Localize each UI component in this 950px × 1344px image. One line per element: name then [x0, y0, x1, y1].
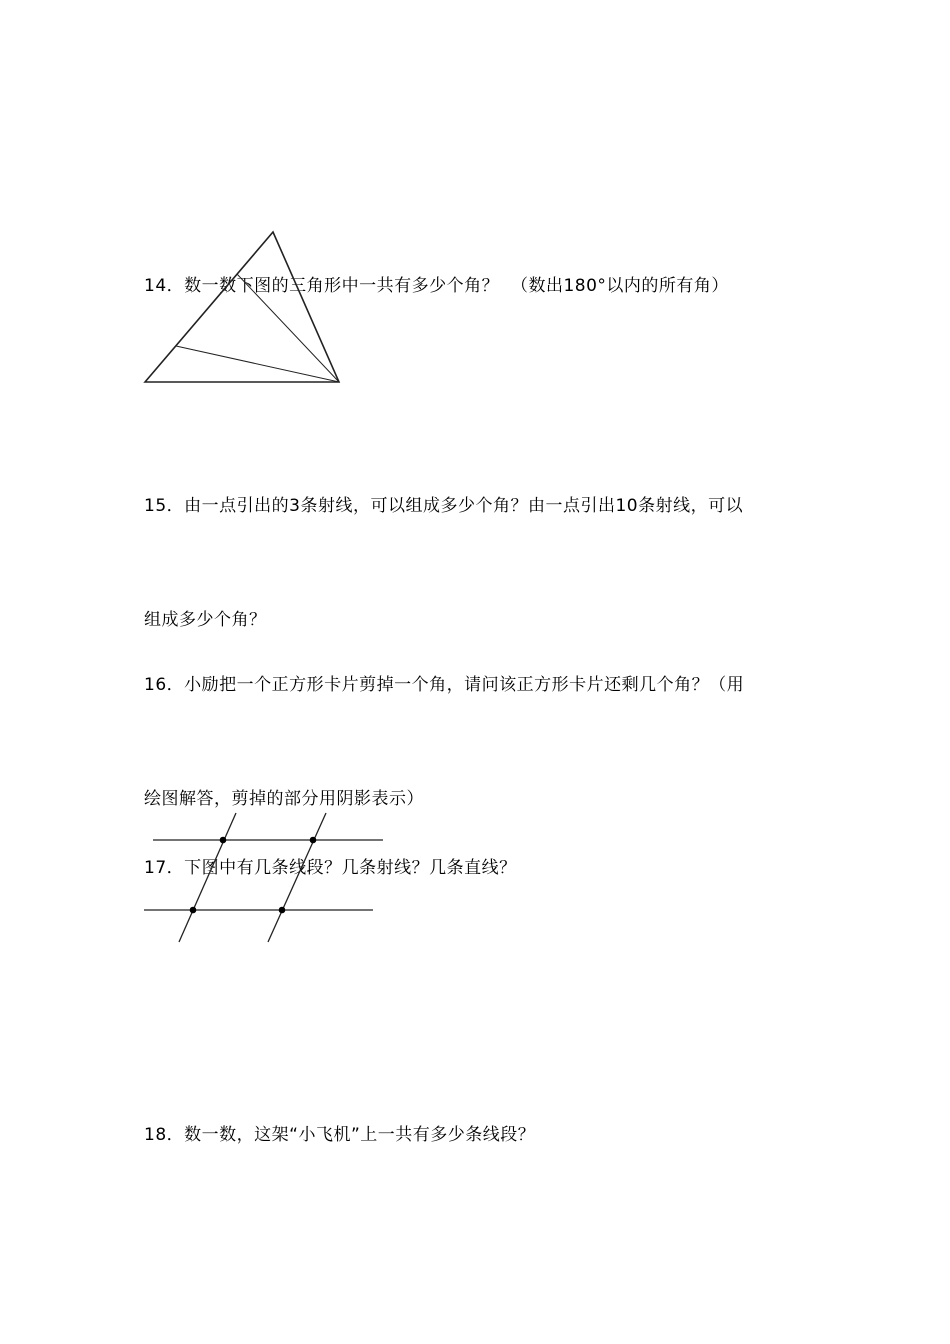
triangle-figure: [140, 228, 350, 388]
triangle-outline: [145, 232, 339, 382]
lines-figure: [140, 810, 390, 950]
question-15-line-2: 组成多少个角？: [144, 610, 267, 630]
triangle-inner-line-lower: [176, 346, 339, 382]
point-bottom-right: [279, 907, 286, 914]
slanted-line-right: [268, 813, 326, 942]
question-14-line-1: 14．数一数下图的三角形中一共有多少个角？ （数出180°以内的所有角）: [144, 276, 729, 296]
point-top-left: [220, 837, 227, 844]
slanted-line-left: [179, 813, 236, 942]
question-15-line-1: 15．由一点引出的3条射线，可以组成多少个角？由一点引出10条射线，可以: [144, 496, 744, 516]
question-18: [144, 1040, 814, 1230]
point-bottom-left: [190, 907, 197, 914]
question-17-line-1: 17．下图中有几条线段？几条射线？几条直线？: [144, 858, 517, 878]
question-18-line-1: 18．数一数，这架“小飞机”上一共有多少条线段？: [144, 1125, 536, 1145]
question-16-line-2: 绘图解答，剪掉的部分用阴影表示）: [144, 789, 424, 809]
question-16-line-1: 16．小励把一个正方形卡片剪掉一个角，请问该正方形卡片还剩几个角？（用: [144, 675, 745, 695]
point-top-right: [310, 837, 317, 844]
triangle-inner-line-upper: [237, 274, 339, 382]
